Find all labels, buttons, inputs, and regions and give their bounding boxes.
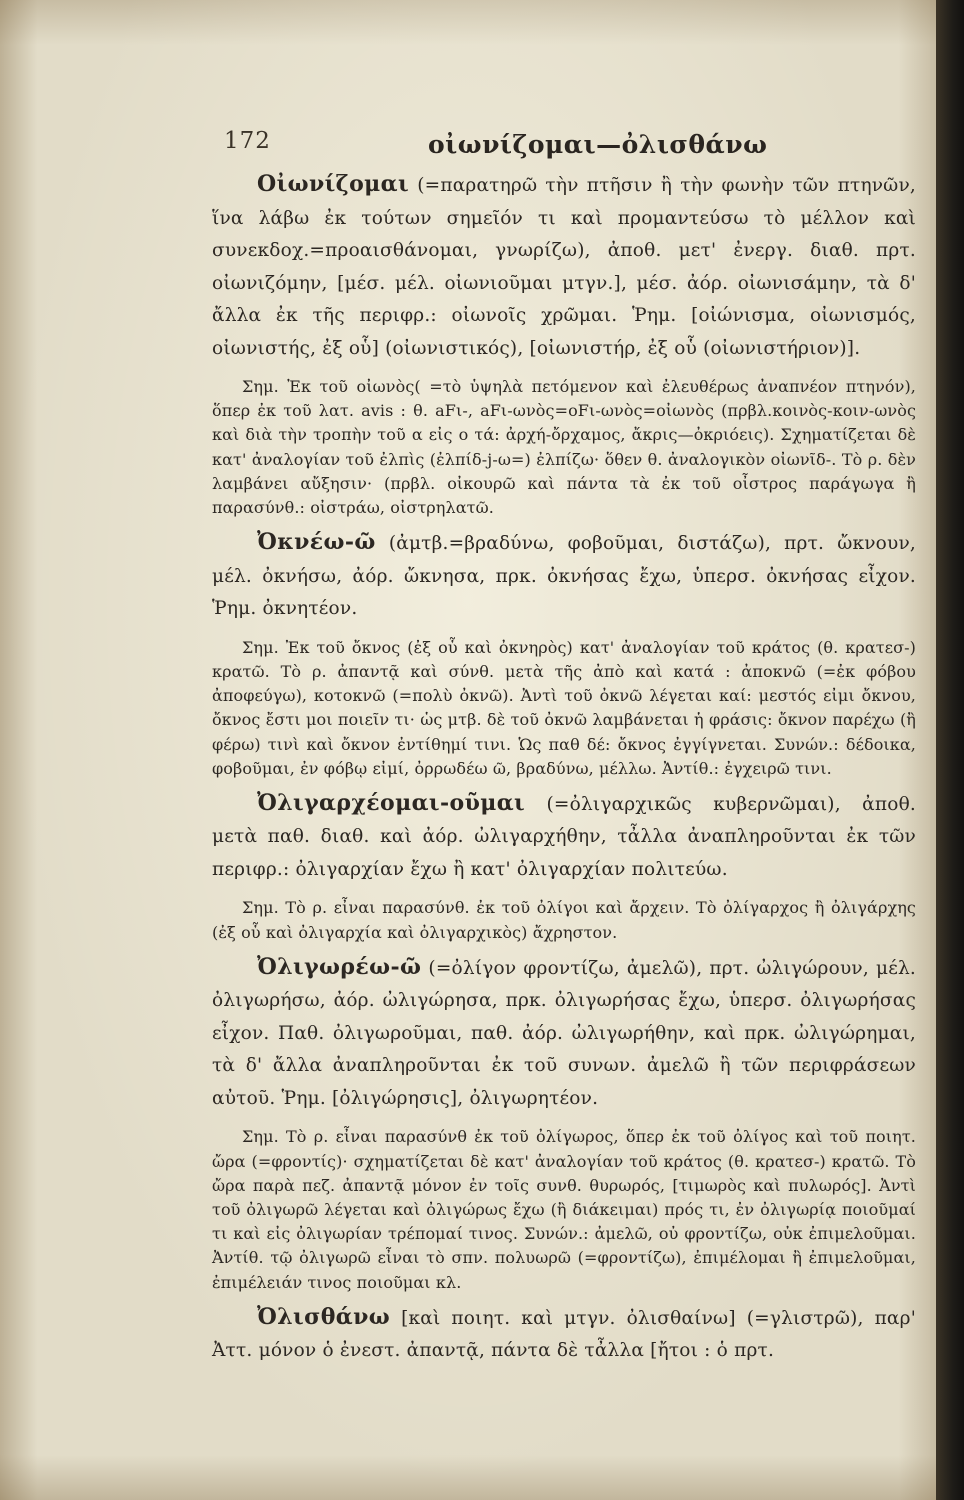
entry-oligoreo [212, 951, 916, 1116]
etymology-note: Σημ. Τὸ ρ. εἶναι παρασύνθ. ἐκ τοῦ ὀλίγοι καὶ ἄρχειν. Τὸ ὀλίγαρχος ἢ ὀλιγάρχης (ἐξ οὗ καὶ ὀλιγαρχία καὶ ὀλιγαρχικὸς) ἄχρηστον. [212, 898, 916, 942]
etymology-note: Σημ. Ἐκ τοῦ οἰωνὸς( =τὸ ὑψηλὰ πετόμενον καὶ ἐλευθέρως ἀναπνέον πτηνόν), ὅπερ ἐκ τοῦ λατ. avis : θ. aFι-, aFι-ωνὸς=oFι-ωνὸς=οἰωνὸς (πρβλ.κοινὸς-κοιν-ωνὸς καὶ διὰ τὴν τροπὴν τοῦ α εἰς ο τά: ἀρχή-ὄρχαμος, ἄκρις—ὀκριόεις). Σχηματίζεται δὲ κατ' ἀναλογίαν τοῦ ἐλπὶς (ἐλπίδ-j-ω=) ἐλπίζω· ὅθεν θ. ἀναλογικὸν οἰωνῖδ-. Τὸ ρ. δὲν λαμβάνει αὔξησιν· (πρβλ. οἰκουρῶ καὶ πάντα τὰ ἐκ τοῦ οἶστρος παράγωγα ἢ παρασύνθ.: οἰστράω, οἰστρηλατῶ. [212, 377, 916, 518]
entry-olisthano [212, 1301, 916, 1368]
entry-oionizomai [212, 168, 916, 365]
entry-body: (=παρατηρῶ τὴν πτῆσιν ἢ τὴν φωνὴν τῶν πτηνῶν, ἵνα λάβω ἐκ τούτων σημεῖόν τι καὶ προμαντεύσω τὸ μέλλον καὶ συνεκδοχ.=προαισθάνομαι, γνωρίζω), ἀποθ. μετ' ἐνεργ. διαθ. πρτ. οἰωνιζόμην, [μέσ. μέλ. οἰωνιοῦμαι μτγν.], μέσ. ἀόρ. οἰωνισάμην, τὰ δ' ἄλλα ἐκ τῆς περιφρ.: οἰωνοῖς χρῶμαι. Ῥημ. [οἰώνισμα, οἰωνισμός, οἰωνιστής, ἐξ οὗ] (οἰωνιστικός), [οἰωνιστήρ, ἐξ οὗ (οἰωνιστήριον)]. [212, 175, 916, 359]
dictionary-text [212, 168, 916, 1368]
etymology-note: Σημ. Ἐκ τοῦ ὄκνος (ἐξ οὗ καὶ ὀκνηρὸς) κατ' ἀναλογίαν τοῦ κράτος (θ. κρατεσ-) κρατῶ. Τὸ ρ. ἀπαντᾷ καὶ σύνθ. μετὰ τῆς ἀπὸ καὶ κατά : ἀποκνῶ (=ἐκ φόβου ἀποφεύγω), κοτοκνῶ (=πολὺ ὀκνῶ). Ἀντὶ τοῦ ὀκνῶ λέγεται καί: μεστός εἰμι ὄκνου, ὄκνος ἔστι μοι ποιεῖν τι· ὡς μτβ. δὲ τοῦ ὀκνῶ λαμβάνεται ἡ φράσις: ὄκνον παρέχω (ἢ φέρω) τινὶ καὶ ὄκνον ἐντίθημί τινι. Ὡς παθ δέ: ὄκνος ἐγγίγνεται. Συνών.: δέδοικα, φοβοῦμαι, ἐν φόβῳ εἰμί, ὀρρωδέω ῶ, βραδύνω, μέλλω. Ἀντίθ.: ἐγχειρῶ τινι. [212, 637, 916, 778]
lemma: Ὀλιγαρχέομαι-οῦμαι [257, 789, 526, 816]
entry-oligarcheomai [212, 787, 916, 887]
lemma: Ὀλιγωρέω-ῶ [257, 953, 422, 980]
page-number: 172 [224, 128, 271, 154]
lemma: Οἰωνίζομαι [257, 171, 410, 197]
lemma: Ὀκνέω-ῶ [257, 529, 376, 556]
entry-body: [καὶ ποιητ. καὶ μτγν. ὀλισθαίνω] (=γλιστρῶ), παρ' Ἀττ. μόνον ὁ ἐνεστ. ἀπαντᾷ, πάντα δὲ τἆλλα [ἤτοι : ὁ πρτ. [212, 1307, 916, 1362]
entry-body: (=ὀλιγαρχικῶς κυβερνῶμαι), ἀποθ. μετὰ παθ. διαθ. καὶ ἀόρ. ὠλιγαρχήθην, τἆλλα ἀναπληροῦνται ἐκ τῶν περιφρ.: ὀλιγαρχίαν ἔχω ἢ κατ' ὀλιγαρχίαν πολιτεύω. [212, 793, 916, 880]
lemma: Ὀλισθάνω [257, 1303, 391, 1330]
book-spine-shadow [936, 0, 964, 1500]
entry-okneo [212, 526, 916, 626]
running-head: οἰωνίζομαι—ὀλισθάνω [428, 130, 768, 159]
entry-body: (ἀμτβ.=βραδύνω, φοβοῦμαι, διστάζω), πρτ. ὤκνουν, μέλ. ὀκνήσω, ἀόρ. ὤκνησα, πρκ. ὀκνήσας ἔχω, ὑπερσ. ὀκνήσας εἶχον. Ῥημ. ὀκνητέον. [212, 533, 916, 620]
entry-body: (=ὀλίγον φροντίζω, ἀμελῶ), πρτ. ὠλιγώρουν, μέλ. ὀλιγωρήσω, ἀόρ. ὠλιγώρησα, πρκ. ὀλιγωρήσας ἔχω, ὑπερσ. ὀλιγωρήσας εἶχον. Παθ. ὀλιγωροῦμαι, παθ. ἀόρ. ὠλιγωρήθην, καὶ πρκ. ὠλιγώρημαι, τὰ δ' ἄλλα ἀναπληροῦνται ἐκ τοῦ συνων. ἀμελῶ ἢ τῶν περιφράσεων αὐτοῦ. Ῥημ. [ὀλιγώρησις], ὀλιγωρητέον. [212, 957, 916, 1109]
etymology-note: Σημ. Τὸ ρ. εἶναι παρασύνθ ἐκ τοῦ ὀλίγωρος, ὅπερ ἐκ τοῦ ὀλίγος καὶ τοῦ ποιητ. ὤρα (=φροντίς)· σχηματίζεται δὲ κατ' ἀναλογίαν τοῦ κράτος (θ. κρατεσ-) κρατῶ. Τὸ ὤρα παρὰ πεζ. ἀπαντᾷ μόνον ἐν τοῖς συνθ. θυρωρός, [τιμωρὸς καὶ πυλωρός]. Ἀντὶ τοῦ ὀλιγωρῶ λέγεται καὶ ὀλιγώρως ἔχω (ἢ διάκειμαι) πρός τι, ἐν ὀλιγωρίᾳ ποιοῦμαί τι καὶ εἰς ὀλιγωρίαν τρέπομαί τινος. Συνών.: ἀμελῶ, οὐ φροντίζω, οὐκ ἐπιμελοῦμαι. Ἀντίθ. τῷ ὀλιγωρῶ εἶναι τὸ σπν. πολυωρῶ (=φροντίζω), ἐπιμέλομαι ἢ ἐπιμελοῦμαι, ἐπιμέλειάν τινος ποιοῦμαι κλ. [212, 1127, 916, 1292]
